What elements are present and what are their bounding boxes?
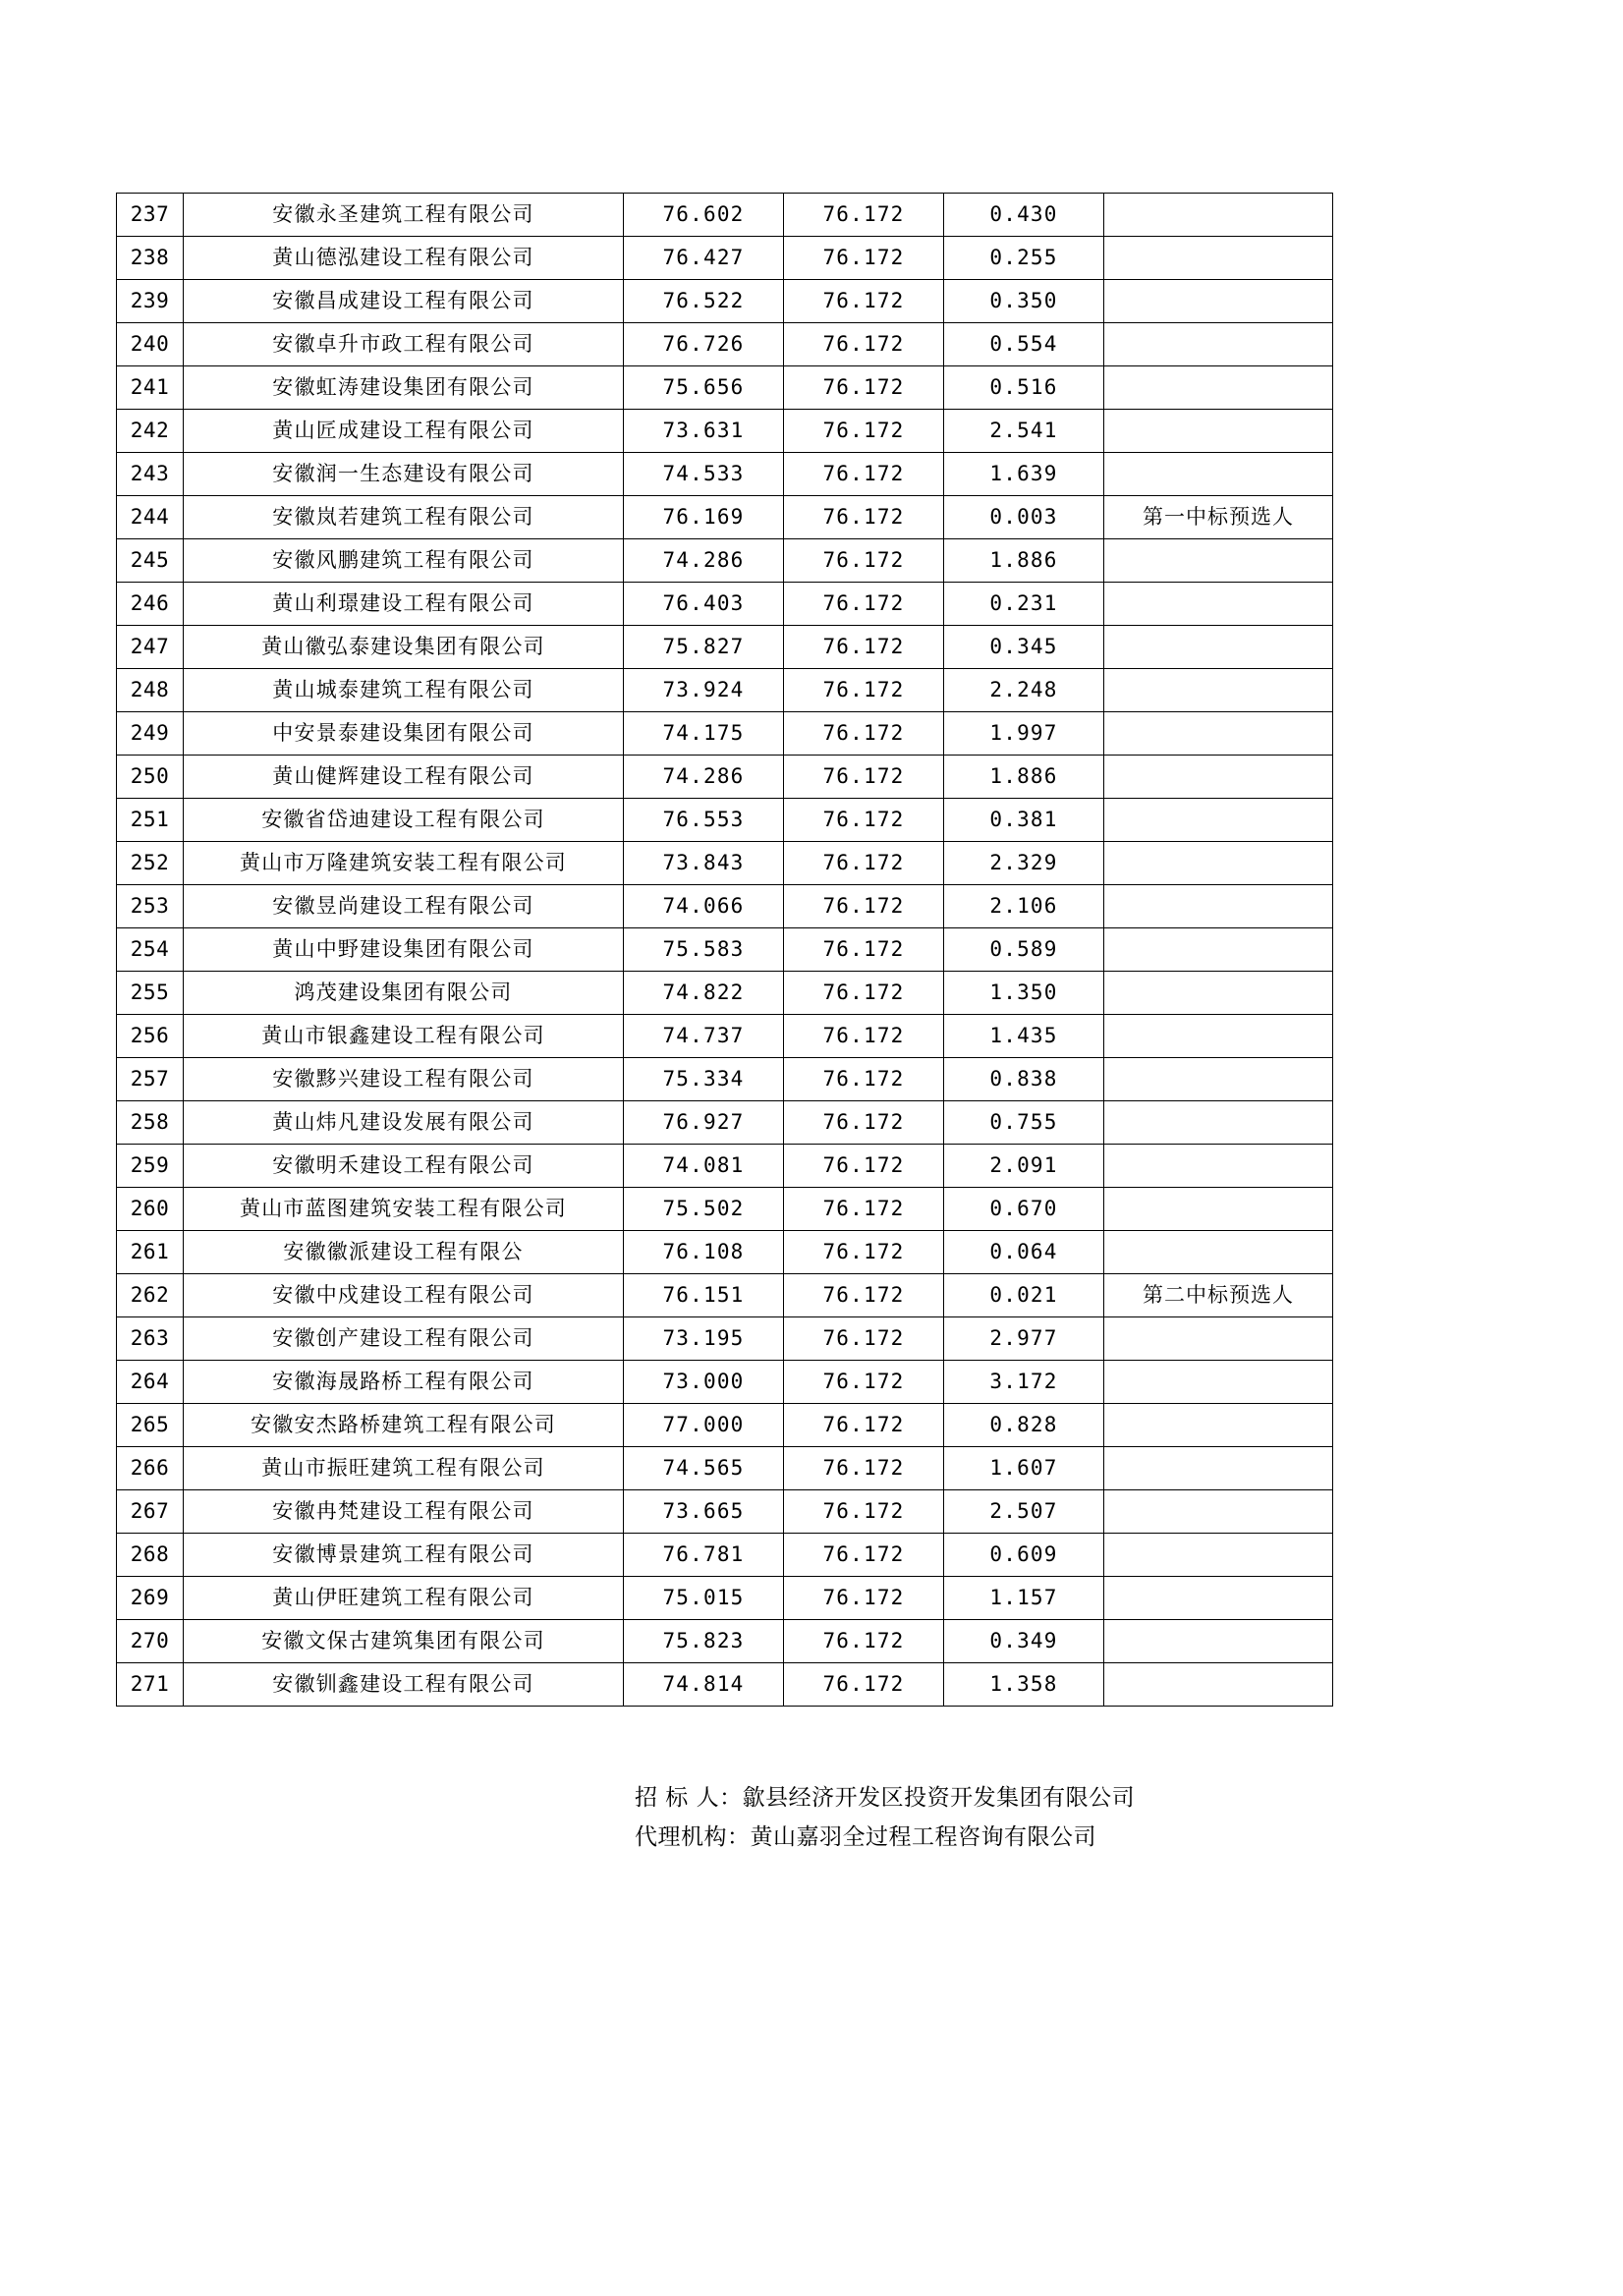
tenderer-line: 招 标 人：歙县经济开发区投资开发集团有限公司 — [635, 1785, 1136, 1811]
benchmark-value-cell: 76.172 — [784, 799, 944, 842]
row-index-cell: 238 — [117, 237, 184, 280]
row-index-cell: 251 — [117, 799, 184, 842]
table-row — [117, 1317, 1333, 1361]
benchmark-value-cell: 76.172 — [784, 1361, 944, 1404]
bid-score-cell: 75.823 — [624, 1620, 784, 1663]
remark-cell — [1104, 756, 1333, 799]
remark-cell — [1104, 539, 1333, 583]
benchmark-value-cell: 76.172 — [784, 1188, 944, 1231]
table-row — [117, 1620, 1333, 1663]
deviation-value-cell: 0.554 — [944, 323, 1104, 366]
bid-score-cell: 73.924 — [624, 669, 784, 712]
table-row — [117, 712, 1333, 756]
table-row — [117, 669, 1333, 712]
bid-score-cell: 77.000 — [624, 1404, 784, 1447]
bidder-name-cell: 安徽岚若建筑工程有限公司 — [184, 496, 624, 539]
bid-score-cell: 73.665 — [624, 1490, 784, 1534]
row-index-cell: 261 — [117, 1231, 184, 1274]
remark-cell — [1104, 626, 1333, 669]
table-row — [117, 366, 1333, 410]
table-row — [117, 1404, 1333, 1447]
table-row — [117, 1534, 1333, 1577]
remark-cell — [1104, 1101, 1333, 1145]
bid-score-cell: 76.602 — [624, 194, 784, 237]
bidder-name-cell: 黄山健辉建设工程有限公司 — [184, 756, 624, 799]
benchmark-value-cell: 76.172 — [784, 237, 944, 280]
deviation-value-cell: 2.541 — [944, 410, 1104, 453]
benchmark-value-cell: 76.172 — [784, 972, 944, 1015]
table-row — [117, 1577, 1333, 1620]
deviation-value-cell: 0.064 — [944, 1231, 1104, 1274]
bidder-name-cell: 黄山德泓建设工程有限公司 — [184, 237, 624, 280]
table-row — [117, 972, 1333, 1015]
deviation-value-cell: 1.435 — [944, 1015, 1104, 1058]
remark-cell — [1104, 323, 1333, 366]
bidder-name-cell: 黄山伊旺建筑工程有限公司 — [184, 1577, 624, 1620]
row-index-cell: 249 — [117, 712, 184, 756]
remark-cell — [1104, 1447, 1333, 1490]
table-row — [117, 194, 1333, 237]
row-index-cell: 241 — [117, 366, 184, 410]
bidder-name-cell: 黄山市银鑫建设工程有限公司 — [184, 1015, 624, 1058]
remark-cell — [1104, 280, 1333, 323]
remark-cell: 第二中标预选人 — [1104, 1274, 1333, 1317]
row-index-cell: 265 — [117, 1404, 184, 1447]
remark-cell — [1104, 712, 1333, 756]
table-row — [117, 280, 1333, 323]
remark-cell — [1104, 799, 1333, 842]
bid-score-cell: 75.583 — [624, 928, 784, 972]
deviation-value-cell: 2.507 — [944, 1490, 1104, 1534]
table-row — [117, 842, 1333, 885]
bid-evaluation-table — [116, 193, 1333, 1707]
benchmark-value-cell: 76.172 — [784, 1015, 944, 1058]
deviation-value-cell: 2.329 — [944, 842, 1104, 885]
remark-cell — [1104, 1404, 1333, 1447]
table-row — [117, 323, 1333, 366]
table-row — [117, 799, 1333, 842]
bid-score-cell: 75.502 — [624, 1188, 784, 1231]
deviation-value-cell: 1.607 — [944, 1447, 1104, 1490]
bid-evaluation-table-container — [116, 193, 1332, 1707]
table-row — [117, 1490, 1333, 1534]
row-index-cell: 257 — [117, 1058, 184, 1101]
deviation-value-cell: 2.091 — [944, 1145, 1104, 1188]
table-row — [117, 626, 1333, 669]
benchmark-value-cell: 76.172 — [784, 539, 944, 583]
bid-score-cell: 76.781 — [624, 1534, 784, 1577]
deviation-value-cell: 0.255 — [944, 237, 1104, 280]
deviation-value-cell: 3.172 — [944, 1361, 1104, 1404]
row-index-cell: 237 — [117, 194, 184, 237]
bid-score-cell: 76.726 — [624, 323, 784, 366]
benchmark-value-cell: 76.172 — [784, 885, 944, 928]
bid-score-cell: 76.403 — [624, 583, 784, 626]
benchmark-value-cell: 76.172 — [784, 194, 944, 237]
row-index-cell: 266 — [117, 1447, 184, 1490]
table-row — [117, 1663, 1333, 1707]
remark-cell — [1104, 366, 1333, 410]
benchmark-value-cell: 76.172 — [784, 1101, 944, 1145]
deviation-value-cell: 0.349 — [944, 1620, 1104, 1663]
remark-cell — [1104, 1145, 1333, 1188]
table-row — [117, 756, 1333, 799]
row-index-cell: 264 — [117, 1361, 184, 1404]
remark-cell — [1104, 1620, 1333, 1663]
benchmark-value-cell: 76.172 — [784, 712, 944, 756]
table-row — [117, 1188, 1333, 1231]
bid-score-cell: 75.015 — [624, 1577, 784, 1620]
row-index-cell: 240 — [117, 323, 184, 366]
row-index-cell: 258 — [117, 1101, 184, 1145]
row-index-cell: 243 — [117, 453, 184, 496]
benchmark-value-cell: 76.172 — [784, 280, 944, 323]
document-footer — [635, 1778, 1322, 1858]
remark-cell — [1104, 1490, 1333, 1534]
row-index-cell: 245 — [117, 539, 184, 583]
remark-cell: 第一中标预选人 — [1104, 496, 1333, 539]
bidder-name-cell: 安徽黟兴建设工程有限公司 — [184, 1058, 624, 1101]
bidder-name-cell: 黄山徽弘泰建设集团有限公司 — [184, 626, 624, 669]
remark-cell — [1104, 1361, 1333, 1404]
benchmark-value-cell: 76.172 — [784, 1231, 944, 1274]
row-index-cell: 253 — [117, 885, 184, 928]
table-row — [117, 1058, 1333, 1101]
row-index-cell: 270 — [117, 1620, 184, 1663]
remark-cell — [1104, 972, 1333, 1015]
table-row — [117, 496, 1333, 539]
bidder-name-cell: 中安景泰建设集团有限公司 — [184, 712, 624, 756]
table-row — [117, 1231, 1333, 1274]
bidder-name-cell: 黄山市万隆建筑安装工程有限公司 — [184, 842, 624, 885]
row-index-cell: 248 — [117, 669, 184, 712]
row-index-cell: 262 — [117, 1274, 184, 1317]
table-row — [117, 1447, 1333, 1490]
row-index-cell: 255 — [117, 972, 184, 1015]
remark-cell — [1104, 237, 1333, 280]
bidder-name-cell: 安徽徽派建设工程有限公 — [184, 1231, 624, 1274]
remark-cell — [1104, 842, 1333, 885]
row-index-cell: 269 — [117, 1577, 184, 1620]
deviation-value-cell: 0.755 — [944, 1101, 1104, 1145]
remark-cell — [1104, 1663, 1333, 1707]
row-index-cell: 244 — [117, 496, 184, 539]
benchmark-value-cell: 76.172 — [784, 1404, 944, 1447]
remark-cell — [1104, 1015, 1333, 1058]
remark-cell — [1104, 1058, 1333, 1101]
table-row — [117, 885, 1333, 928]
benchmark-value-cell: 76.172 — [784, 1620, 944, 1663]
bidder-name-cell: 安徽博景建筑工程有限公司 — [184, 1534, 624, 1577]
bidder-name-cell: 黄山市振旺建筑工程有限公司 — [184, 1447, 624, 1490]
remark-cell — [1104, 194, 1333, 237]
bid-score-cell: 76.427 — [624, 237, 784, 280]
bidder-name-cell: 安徽风鹏建筑工程有限公司 — [184, 539, 624, 583]
benchmark-value-cell: 76.172 — [784, 1577, 944, 1620]
row-index-cell: 263 — [117, 1317, 184, 1361]
deviation-value-cell: 2.106 — [944, 885, 1104, 928]
deviation-value-cell: 1.358 — [944, 1663, 1104, 1707]
bidder-name-cell: 黄山市蓝图建筑安装工程有限公司 — [184, 1188, 624, 1231]
table-row — [117, 1274, 1333, 1317]
deviation-value-cell: 1.157 — [944, 1577, 1104, 1620]
bidder-name-cell: 鸿茂建设集团有限公司 — [184, 972, 624, 1015]
deviation-value-cell: 0.430 — [944, 194, 1104, 237]
bid-score-cell: 74.286 — [624, 756, 784, 799]
remark-cell — [1104, 885, 1333, 928]
deviation-value-cell: 0.350 — [944, 280, 1104, 323]
row-index-cell: 254 — [117, 928, 184, 972]
remark-cell — [1104, 669, 1333, 712]
table-row — [117, 1145, 1333, 1188]
deviation-value-cell: 0.828 — [944, 1404, 1104, 1447]
benchmark-value-cell: 76.172 — [784, 583, 944, 626]
benchmark-value-cell: 76.172 — [784, 1317, 944, 1361]
bidder-name-cell: 安徽虹涛建设集团有限公司 — [184, 366, 624, 410]
bidder-name-cell: 安徽省岱迪建设工程有限公司 — [184, 799, 624, 842]
bidder-name-cell: 黄山城泰建筑工程有限公司 — [184, 669, 624, 712]
deviation-value-cell: 1.639 — [944, 453, 1104, 496]
benchmark-value-cell: 76.172 — [784, 496, 944, 539]
row-index-cell: 259 — [117, 1145, 184, 1188]
deviation-value-cell: 0.609 — [944, 1534, 1104, 1577]
bidder-name-cell: 安徽卓升市政工程有限公司 — [184, 323, 624, 366]
table-row — [117, 1101, 1333, 1145]
bidder-name-cell: 安徽昱尚建设工程有限公司 — [184, 885, 624, 928]
bidder-name-cell: 安徽冉梵建设工程有限公司 — [184, 1490, 624, 1534]
benchmark-value-cell: 76.172 — [784, 1534, 944, 1577]
benchmark-value-cell: 76.172 — [784, 366, 944, 410]
bid-score-cell: 76.927 — [624, 1101, 784, 1145]
remark-cell — [1104, 1534, 1333, 1577]
deviation-value-cell: 0.231 — [944, 583, 1104, 626]
bidder-name-cell: 安徽中戍建设工程有限公司 — [184, 1274, 624, 1317]
bid-score-cell: 76.108 — [624, 1231, 784, 1274]
bid-score-cell: 74.737 — [624, 1015, 784, 1058]
bidder-name-cell: 安徽创产建设工程有限公司 — [184, 1317, 624, 1361]
table-row — [117, 453, 1333, 496]
bid-score-cell: 75.827 — [624, 626, 784, 669]
bidder-name-cell: 安徽钏鑫建设工程有限公司 — [184, 1663, 624, 1707]
agency-line: 代理机构：黄山嘉羽全过程工程咨询有限公司 — [635, 1824, 1096, 1851]
deviation-value-cell: 1.886 — [944, 756, 1104, 799]
deviation-value-cell: 0.021 — [944, 1274, 1104, 1317]
table-row — [117, 1015, 1333, 1058]
benchmark-value-cell: 76.172 — [784, 1447, 944, 1490]
remark-cell — [1104, 583, 1333, 626]
benchmark-value-cell: 76.172 — [784, 1490, 944, 1534]
bidder-name-cell: 黄山中野建设集团有限公司 — [184, 928, 624, 972]
table-row — [117, 539, 1333, 583]
row-index-cell: 242 — [117, 410, 184, 453]
remark-cell — [1104, 1231, 1333, 1274]
bid-score-cell: 73.195 — [624, 1317, 784, 1361]
bid-score-cell: 74.081 — [624, 1145, 784, 1188]
bid-score-cell: 76.151 — [624, 1274, 784, 1317]
deviation-value-cell: 0.345 — [944, 626, 1104, 669]
table-row — [117, 583, 1333, 626]
bid-score-cell: 74.533 — [624, 453, 784, 496]
remark-cell — [1104, 1188, 1333, 1231]
remark-cell — [1104, 453, 1333, 496]
row-index-cell: 271 — [117, 1663, 184, 1707]
benchmark-value-cell: 76.172 — [784, 1274, 944, 1317]
row-index-cell: 252 — [117, 842, 184, 885]
deviation-value-cell: 0.003 — [944, 496, 1104, 539]
bidder-name-cell: 安徽昌成建设工程有限公司 — [184, 280, 624, 323]
benchmark-value-cell: 76.172 — [784, 1058, 944, 1101]
bid-score-cell: 74.822 — [624, 972, 784, 1015]
benchmark-value-cell: 76.172 — [784, 1145, 944, 1188]
bid-score-cell: 74.286 — [624, 539, 784, 583]
table-row — [117, 237, 1333, 280]
bid-score-cell: 75.334 — [624, 1058, 784, 1101]
row-index-cell: 260 — [117, 1188, 184, 1231]
deviation-value-cell: 0.589 — [944, 928, 1104, 972]
bidder-name-cell: 黄山匠成建设工程有限公司 — [184, 410, 624, 453]
deviation-value-cell: 0.670 — [944, 1188, 1104, 1231]
table-row — [117, 1361, 1333, 1404]
deviation-value-cell: 2.977 — [944, 1317, 1104, 1361]
table-row — [117, 928, 1333, 972]
bid-score-cell: 74.565 — [624, 1447, 784, 1490]
bidder-name-cell: 黄山利璟建设工程有限公司 — [184, 583, 624, 626]
benchmark-value-cell: 76.172 — [784, 410, 944, 453]
benchmark-value-cell: 76.172 — [784, 756, 944, 799]
deviation-value-cell: 1.886 — [944, 539, 1104, 583]
row-index-cell: 246 — [117, 583, 184, 626]
bid-score-cell: 74.066 — [624, 885, 784, 928]
bidder-name-cell: 安徽文保古建筑集团有限公司 — [184, 1620, 624, 1663]
deviation-value-cell: 0.516 — [944, 366, 1104, 410]
bid-score-cell: 76.553 — [624, 799, 784, 842]
bidder-name-cell: 安徽润一生态建设有限公司 — [184, 453, 624, 496]
remark-cell — [1104, 1577, 1333, 1620]
remark-cell — [1104, 1317, 1333, 1361]
bid-score-cell: 75.656 — [624, 366, 784, 410]
bid-score-cell: 73.631 — [624, 410, 784, 453]
row-index-cell: 247 — [117, 626, 184, 669]
bid-score-cell: 74.814 — [624, 1663, 784, 1707]
remark-cell — [1104, 928, 1333, 972]
deviation-value-cell: 1.350 — [944, 972, 1104, 1015]
row-index-cell: 267 — [117, 1490, 184, 1534]
deviation-value-cell: 1.997 — [944, 712, 1104, 756]
bid-score-cell: 76.169 — [624, 496, 784, 539]
benchmark-value-cell: 76.172 — [784, 323, 944, 366]
benchmark-value-cell: 76.172 — [784, 928, 944, 972]
bid-score-cell: 74.175 — [624, 712, 784, 756]
bid-score-cell: 76.522 — [624, 280, 784, 323]
benchmark-value-cell: 76.172 — [784, 842, 944, 885]
bid-score-cell: 73.843 — [624, 842, 784, 885]
benchmark-value-cell: 76.172 — [784, 626, 944, 669]
benchmark-value-cell: 76.172 — [784, 669, 944, 712]
bidder-name-cell: 安徽海晟路桥工程有限公司 — [184, 1361, 624, 1404]
bidder-name-cell: 安徽永圣建筑工程有限公司 — [184, 194, 624, 237]
bid-score-cell: 73.000 — [624, 1361, 784, 1404]
bid-evaluation-table-body — [117, 194, 1333, 1707]
deviation-value-cell: 0.838 — [944, 1058, 1104, 1101]
row-index-cell: 250 — [117, 756, 184, 799]
row-index-cell: 268 — [117, 1534, 184, 1577]
remark-cell — [1104, 410, 1333, 453]
bidder-name-cell: 安徽安杰路桥建筑工程有限公司 — [184, 1404, 624, 1447]
benchmark-value-cell: 76.172 — [784, 1663, 944, 1707]
table-row — [117, 410, 1333, 453]
benchmark-value-cell: 76.172 — [784, 453, 944, 496]
bidder-name-cell: 黄山炜凡建设发展有限公司 — [184, 1101, 624, 1145]
deviation-value-cell: 2.248 — [944, 669, 1104, 712]
row-index-cell: 239 — [117, 280, 184, 323]
deviation-value-cell: 0.381 — [944, 799, 1104, 842]
row-index-cell: 256 — [117, 1015, 184, 1058]
bidder-name-cell: 安徽明禾建设工程有限公司 — [184, 1145, 624, 1188]
